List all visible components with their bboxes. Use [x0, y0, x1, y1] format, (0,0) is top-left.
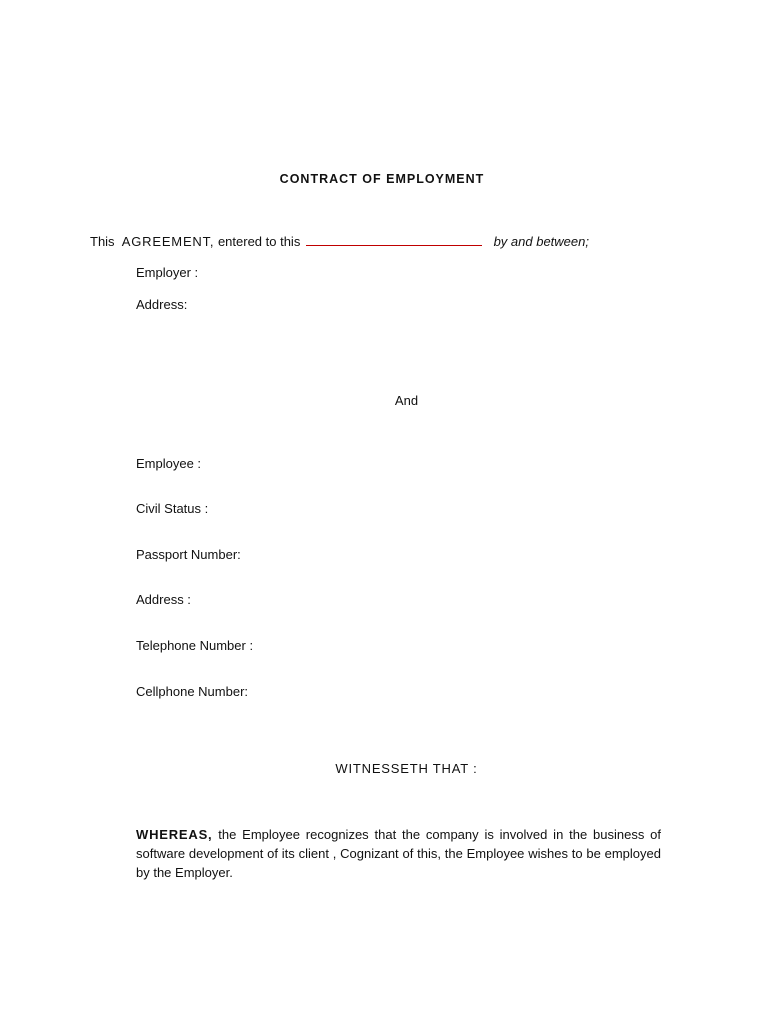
agreement-line [90, 233, 589, 250]
whereas-paragraph [136, 825, 661, 882]
employee-address-label: Address : [136, 592, 191, 607]
agreement-keyword: AGREEMENT, [121, 234, 215, 249]
employer-label: Employer : [136, 265, 199, 280]
telephone-number-label: Telephone Number : [136, 638, 254, 653]
whereas-keyword: WHEREAS, [136, 827, 213, 842]
employee-label: Employee : [136, 456, 202, 471]
civil-status-label: Civil Status : [136, 501, 209, 516]
and-separator: And [394, 393, 419, 408]
witness-heading: WITNESSETH THAT : [335, 761, 478, 776]
passport-number-label: Passport Number: [136, 547, 241, 562]
agreement-prefix: This [90, 234, 115, 249]
document-title: CONTRACT OF EMPLOYMENT [279, 172, 485, 186]
cellphone-number-label: Cellphone Number: [136, 684, 249, 699]
agreement-suffix: by and between; [493, 234, 589, 249]
whereas-text: the Employee recognizes that the company is involved in the business of software development of its client , Cognizant of this, the Employee wishes to be employed by the Employer. [136, 827, 661, 880]
date-blank-field[interactable] [306, 233, 482, 246]
agreement-text: entered to this [217, 234, 301, 249]
employer-address-label: Address: [136, 297, 188, 312]
